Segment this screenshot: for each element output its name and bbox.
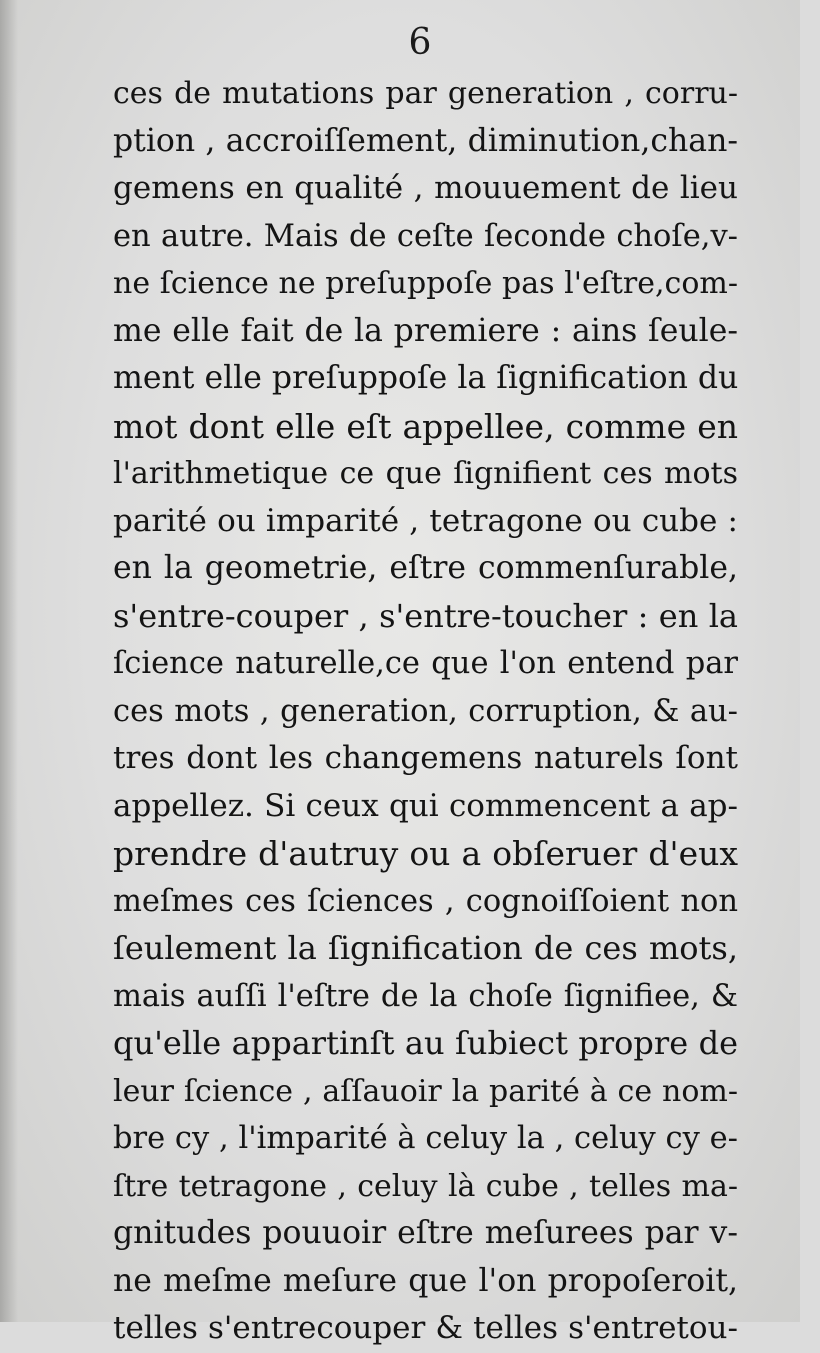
text-line: ſtre tetragone , celuy là cube , telles ma- (113, 1168, 738, 1204)
text-line: l'arithmetique ce que ſignifient ces mots (113, 456, 738, 491)
text-line: leur ſcience , aſſauoir la parité à ce nom- (113, 1073, 738, 1109)
text-line: meſmes ces ſciences , cognoiſſoient non (113, 883, 738, 919)
text-line: bre cy , l'imparité à celuy la , celuy cy e- (113, 1121, 738, 1156)
text-line: mot dont elle eſt appellee, comme en (113, 406, 738, 446)
text-line: appellez. Si ceux qui commencent a ap- (113, 787, 738, 824)
text-line: telles s'entrecouper & telles s'entretou- (113, 1310, 738, 1346)
text-line: gemens en qualité , mouuement de lieu (113, 170, 738, 206)
text-line: ces mots , generation, corruption, & au- (113, 693, 738, 729)
text-line: en autre. Mais de ceſte ſeconde choſe,v- (113, 218, 738, 254)
text-line: me elle fait de la premiere : ains ſeule- (113, 312, 738, 349)
text-line: ſeulement la ſignification de ces mots, (113, 929, 738, 967)
text-line: qu'elle appartinſt au ſubiect propre de (113, 1024, 738, 1062)
text-line: ces de mutations par generation , corru- (113, 76, 738, 111)
text-line: mais auſſi l'eſtre de la choſe ſignifiee, & (113, 978, 738, 1014)
page-number: 6 (408, 22, 432, 63)
body-text (113, 70, 738, 1353)
text-line: parité ou imparité , tetragone ou cube : (113, 502, 738, 539)
text-line: tres dont les changemens naturels ſont (113, 740, 738, 776)
text-line: prendre d'autruy ou a obſeruer d'eux (113, 834, 738, 873)
text-line: en la geometrie, eſtre commenſurable, (113, 550, 738, 586)
text-line: s'entre-couper , s'entre-toucher : en la (113, 596, 738, 635)
text-line: gnitudes pouuoir eſtre meſurees par v- (113, 1215, 738, 1251)
text-line: ption , accroiſſement, diminution,chan- (113, 122, 738, 159)
text-line: ne meſme meſure que l'on propoſeroit, (113, 1262, 738, 1299)
text-line: ment elle preſuppoſe la ſignification du (113, 360, 739, 396)
text-line: ne ſcience ne preſuppoſe pas l'eſtre,com- (113, 266, 738, 301)
text-line: ſcience naturelle,ce que l'on entend par (113, 646, 738, 681)
